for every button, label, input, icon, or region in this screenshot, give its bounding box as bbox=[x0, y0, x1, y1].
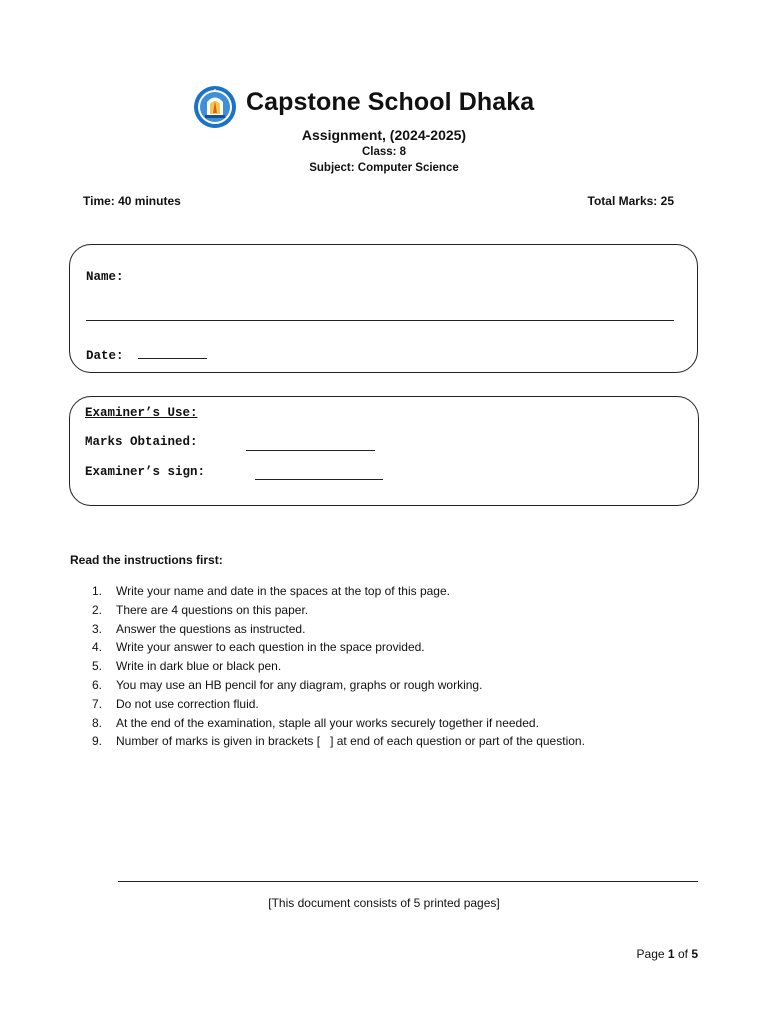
total-marks-label: Total Marks: 25 bbox=[587, 194, 674, 208]
class-label: Class: 8 bbox=[361, 146, 407, 158]
list-item: 6. You may use an HB pencil for any diagram, graphs or rough working. bbox=[92, 677, 483, 692]
list-item: 5. Write in dark blue or black pen. bbox=[92, 659, 282, 674]
name-label: Name: bbox=[86, 270, 124, 284]
pages-note: [This document consists of 5 printed pages] bbox=[268, 896, 500, 910]
assignment-title: Assignment, (2024-2025) bbox=[301, 127, 467, 143]
list-item: 7. Do not use correction fluid. bbox=[92, 696, 259, 711]
examiner-sign-field[interactable] bbox=[255, 466, 383, 480]
subject-label: Subject: Computer Science bbox=[309, 162, 459, 174]
footer-divider bbox=[118, 881, 698, 882]
instructions-list bbox=[92, 582, 585, 751]
marks-obtained-label: Marks Obtained: bbox=[85, 435, 198, 449]
list-item: 2. There are 4 questions on this paper. bbox=[92, 602, 309, 617]
instructions-heading: Read the instructions first: bbox=[70, 553, 223, 567]
list-item: 1. Write your name and date in the spaces at the top of this page. bbox=[92, 584, 450, 598]
school-crest-icon bbox=[193, 85, 237, 129]
examiner-sign-label: Examiner’s sign: bbox=[85, 465, 206, 479]
name-field[interactable] bbox=[86, 320, 674, 321]
date-label: Date: bbox=[86, 349, 124, 363]
list-item: 3. Answer the questions as instructed. bbox=[92, 621, 306, 636]
list-item: 8. At the end of the examination, staple all your works securely together if needed. bbox=[92, 715, 539, 730]
marks-obtained-field[interactable] bbox=[246, 437, 375, 451]
page-number: Page 1 of 5 bbox=[636, 947, 698, 961]
list-item: 4. Write your answer to each question in the space provided. bbox=[92, 640, 425, 655]
examiner-heading: Examiner’s Use: bbox=[85, 406, 198, 420]
date-row bbox=[86, 345, 207, 363]
school-name: Capstone School Dhaka bbox=[246, 88, 535, 116]
date-field[interactable] bbox=[138, 345, 207, 359]
list-item: 9. Number of marks is given in brackets [ ] at end of each question or part of the question. bbox=[92, 734, 585, 749]
time-label: Time: 40 minutes bbox=[83, 194, 181, 208]
